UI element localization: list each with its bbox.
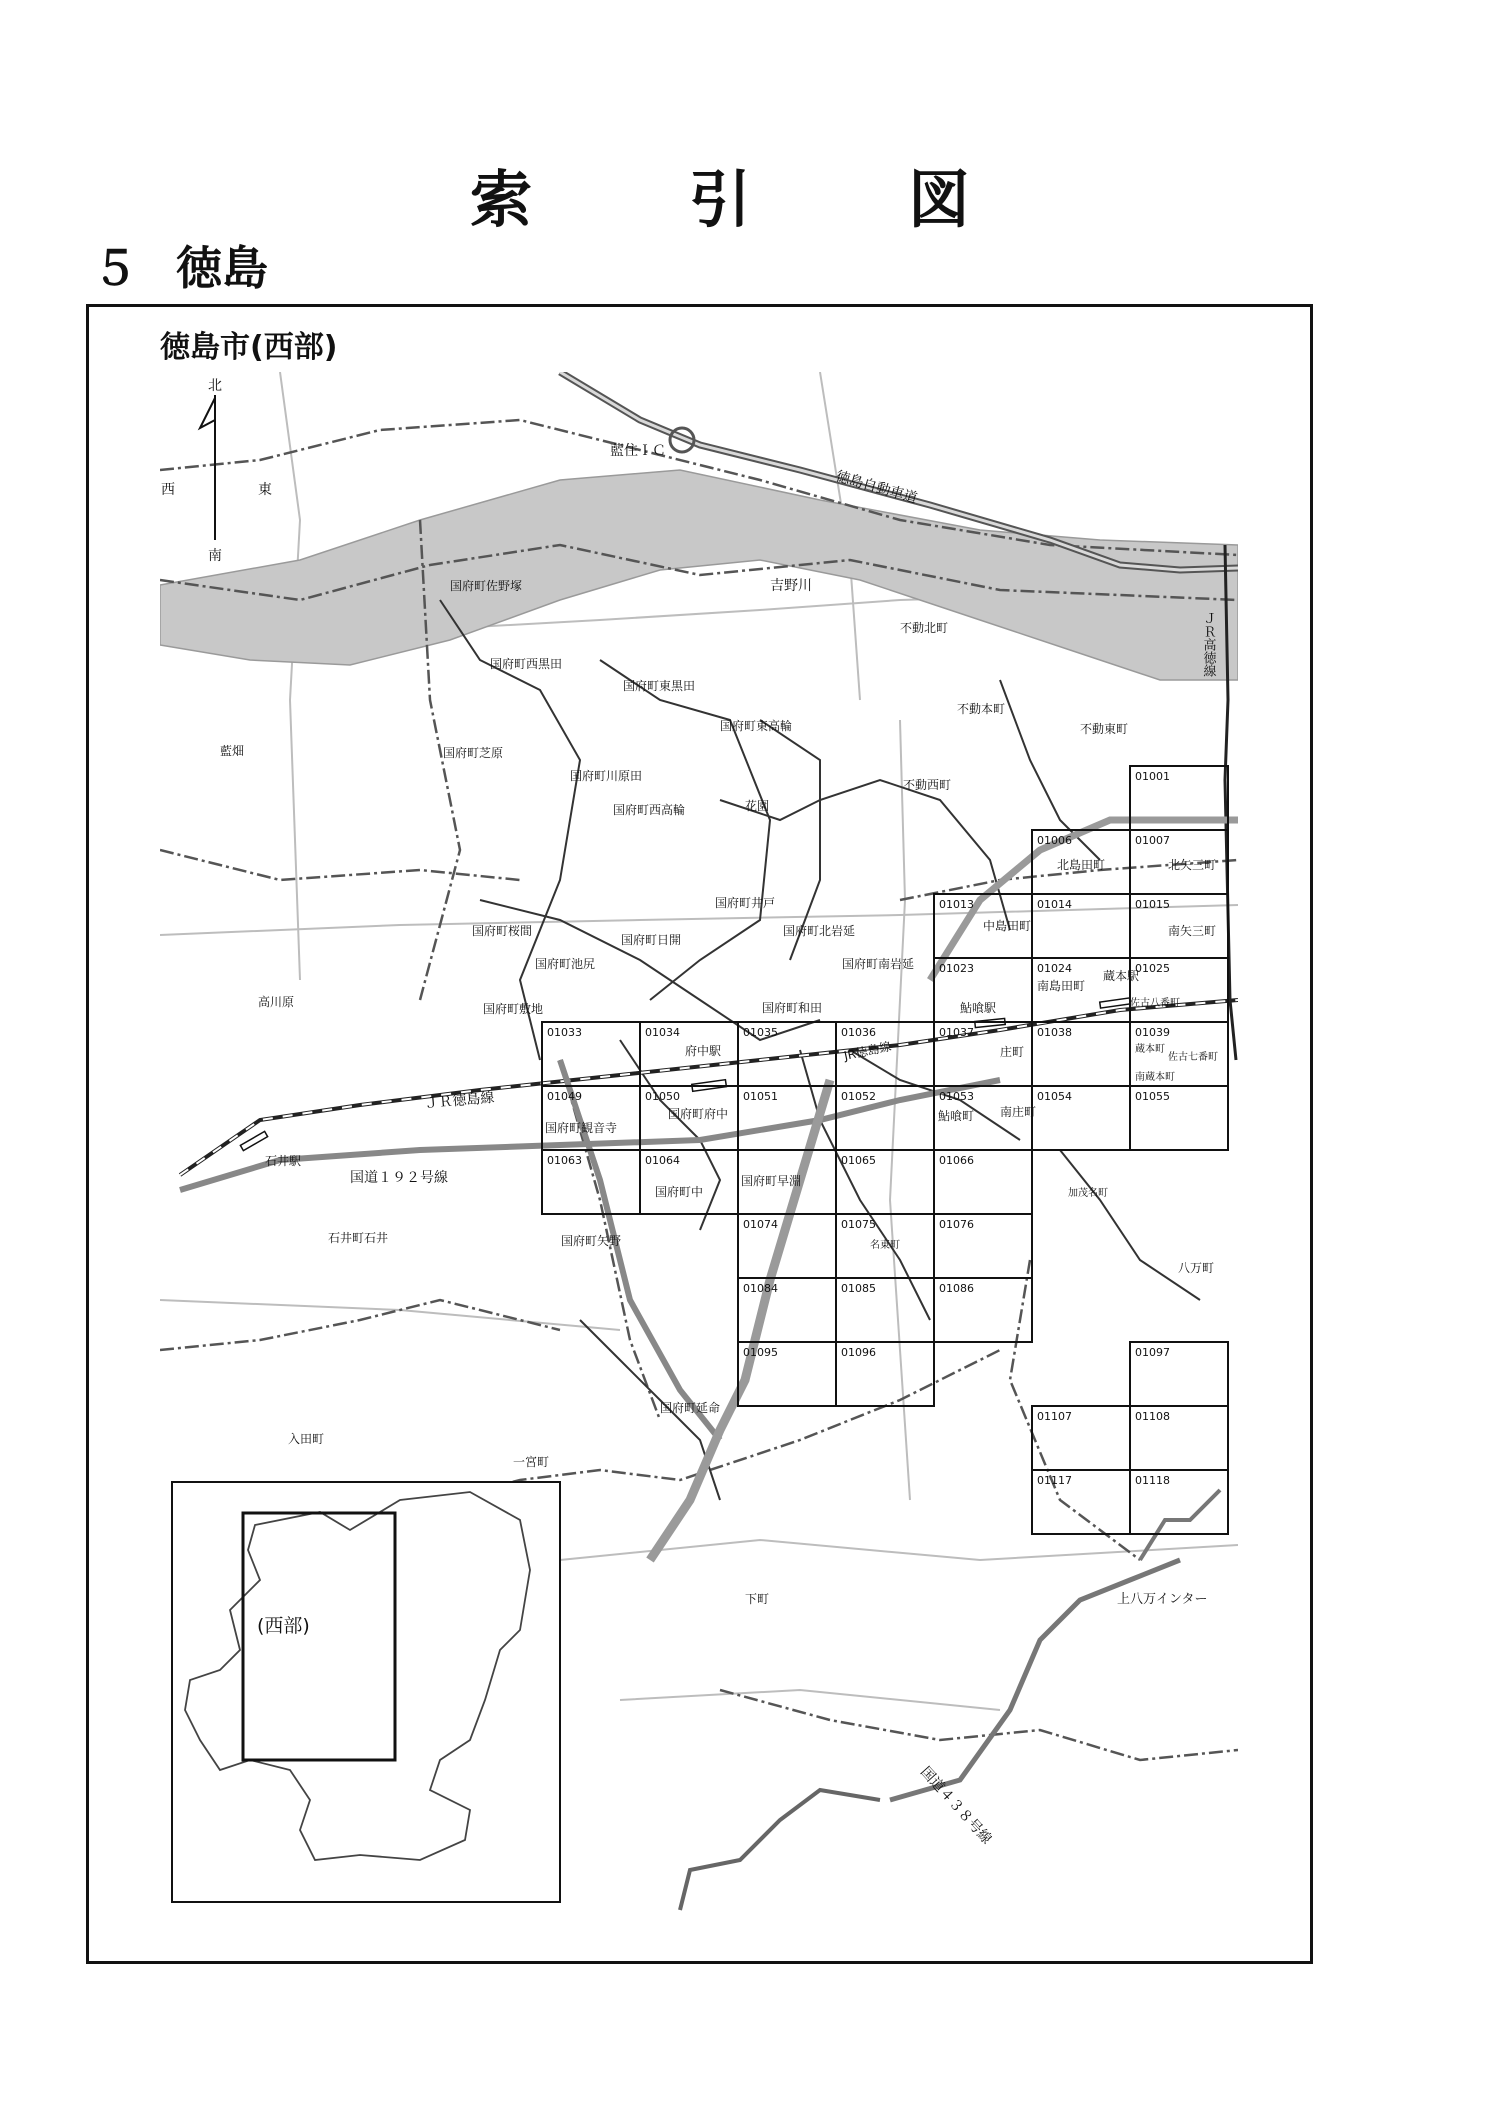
grid-label: 01025 (1135, 962, 1170, 975)
label-place: 佐古八番町 (1130, 998, 1180, 1009)
label-place: 花園 (745, 799, 770, 813)
inset-label: (西部) (257, 1615, 310, 1637)
label-place: 国府町府中 (668, 1107, 729, 1121)
label-place: 北島田町 (1057, 858, 1106, 872)
label-place: 国府町観音寺 (545, 1121, 618, 1135)
grid-label: 01034 (645, 1026, 680, 1039)
grid-label: 01014 (1037, 898, 1072, 911)
compass-east: 東 (258, 482, 272, 498)
label-place: 国府町早淵 (741, 1174, 802, 1188)
grid (542, 766, 1228, 1534)
grid-label: 01076 (939, 1218, 974, 1231)
grid-label: 01038 (1037, 1026, 1072, 1039)
label-interchange: 藍住ＩＣ (610, 443, 666, 459)
grid-label: 01107 (1037, 1410, 1072, 1423)
grid-label: 01001 (1135, 770, 1170, 783)
label-jr-kotoku: ＪＲ高徳線 (1200, 612, 1216, 677)
label-place: 国府町矢野 (561, 1234, 622, 1248)
label-place: 不動北町 (900, 621, 949, 635)
grid-label: 01085 (841, 1282, 876, 1295)
grid-label: 01037 (939, 1026, 974, 1039)
label-place: 国府町日開 (621, 933, 682, 947)
grid-label: 01075 (841, 1218, 876, 1231)
label-place: 国府町西高輪 (613, 803, 686, 817)
grid-label: 01023 (939, 962, 974, 975)
label-expressway: 徳島自動車道 (833, 468, 920, 507)
label-route438: 国道４３８号線 (917, 1763, 995, 1848)
label-place: 佐古七番町 (1168, 1052, 1218, 1063)
title-char-2: 引 (688, 163, 751, 236)
label-place: 国府町川原田 (570, 769, 643, 783)
grid-label: 01095 (743, 1346, 778, 1359)
label-jr-tokushima: ＪＲ徳島線 (423, 1089, 496, 1112)
grid-label: 01097 (1135, 1346, 1170, 1359)
label-place: 国府町桜間 (472, 924, 533, 938)
grid-label: 01065 (841, 1154, 876, 1167)
label-place: 鮎喰町 (938, 1109, 975, 1123)
title-char-1: 索 (470, 163, 533, 236)
grid-label: 01049 (547, 1090, 582, 1103)
label-place: 国府町西黒田 (490, 657, 563, 671)
label-place: 不動西町 (903, 778, 952, 792)
label-place: 国府町和田 (762, 1001, 823, 1015)
label-place: 国府町北岩延 (783, 924, 856, 938)
label-place: 国府町中 (655, 1185, 704, 1199)
label-place: 国府町井戸 (715, 896, 776, 910)
grid-label: 01063 (547, 1154, 582, 1167)
north-arrow-icon (200, 398, 215, 428)
compass-south: 南 (208, 548, 222, 564)
label-station: 府中駅 (685, 1044, 722, 1058)
label-place: 加茂名町 (1068, 1188, 1108, 1199)
label-place: 国府町延命 (660, 1401, 721, 1415)
label-station: 鮎喰駅 (960, 1001, 997, 1015)
label-place: 国府町南岩延 (842, 957, 915, 971)
label-interchange-south: 上八万インター (1117, 1592, 1208, 1607)
grid-label: 01013 (939, 898, 974, 911)
label-place: 名東町 (870, 1240, 900, 1251)
grid-label: 01036 (841, 1026, 876, 1039)
label-place: 蔵本町 (1135, 1044, 1165, 1055)
grid-label: 01066 (939, 1154, 974, 1167)
label-place: 不動本町 (957, 702, 1006, 716)
label-place: 南庄町 (1000, 1105, 1037, 1119)
grid-label: 01006 (1037, 834, 1072, 847)
grid-label: 01039 (1135, 1026, 1170, 1039)
grid-label: 01118 (1135, 1474, 1170, 1487)
label-place: 一宮町 (513, 1455, 550, 1469)
label-place: 国府町池尻 (535, 957, 596, 971)
section-number: ５ (92, 241, 138, 295)
grid-label: 01054 (1037, 1090, 1072, 1103)
label-place: 国府町敷地 (483, 1002, 544, 1016)
section-name: 徳島 (176, 241, 268, 295)
grid-label: 01052 (841, 1090, 876, 1103)
label-place: 不動東町 (1080, 722, 1129, 736)
compass-north: 北 (208, 378, 222, 394)
label-jr-tokushima-short: JR徳島線 (842, 1039, 893, 1063)
label-place: 国府町芝原 (443, 746, 504, 760)
label-place: 藍畑 (220, 744, 245, 758)
label-place: 国府町東高輪 (720, 719, 793, 733)
label-place: 高川原 (258, 995, 295, 1009)
grid-label: 01117 (1037, 1474, 1072, 1487)
label-route192: 国道１９２号線 (350, 1170, 448, 1186)
grid-label: 01086 (939, 1282, 974, 1295)
label-place: 国府町東黒田 (623, 679, 696, 693)
grid-label: 01055 (1135, 1090, 1170, 1103)
label-place: 下町 (745, 1592, 770, 1606)
inset-map (172, 1482, 560, 1902)
map-title: 徳島市(西部) (160, 330, 338, 365)
label-place: 南矢三町 (1168, 924, 1217, 938)
grid-label: 01064 (645, 1154, 680, 1167)
label-place: 庄町 (1000, 1045, 1025, 1059)
label-place: 北矢三町 (1168, 858, 1217, 872)
label-station: 蔵本駅 (1103, 969, 1140, 983)
label-river: 吉野川 (770, 578, 812, 594)
grid-label: 01096 (841, 1346, 876, 1359)
grid-label: 01024 (1037, 962, 1072, 975)
grid-label: 01053 (939, 1090, 974, 1103)
label-place: 石井町石井 (328, 1231, 389, 1245)
compass (161, 378, 272, 564)
grid-label: 01084 (743, 1282, 778, 1295)
title-char-3: 図 (907, 163, 970, 236)
label-place: 八万町 (1178, 1261, 1215, 1275)
grid-label: 01108 (1135, 1410, 1170, 1423)
compass-west: 西 (161, 482, 175, 498)
grid-label: 01007 (1135, 834, 1170, 847)
label-place: 国府町佐野塚 (450, 579, 523, 593)
label-place: 南蔵本町 (1135, 1072, 1175, 1083)
grid-label: 01015 (1135, 898, 1170, 911)
grid-label: 01050 (645, 1090, 680, 1103)
label-station: 石井駅 (265, 1154, 302, 1168)
grid-label: 01033 (547, 1026, 582, 1039)
label-place: 入田町 (288, 1432, 325, 1446)
grid-label: 01074 (743, 1218, 778, 1231)
label-place: 中島田町 (983, 919, 1032, 933)
grid-label: 01051 (743, 1090, 778, 1103)
grid-label: 01035 (743, 1026, 778, 1039)
label-place: 南島田町 (1037, 979, 1086, 993)
